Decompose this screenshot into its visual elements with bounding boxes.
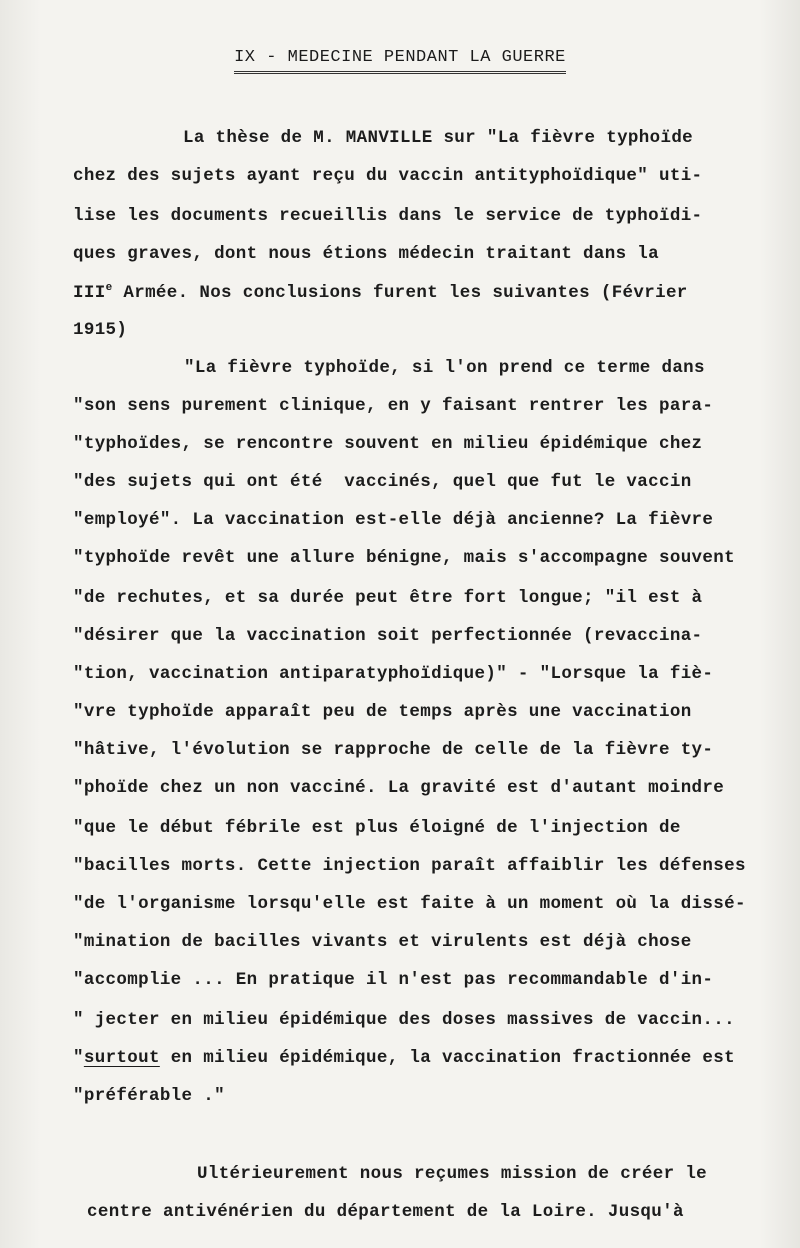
quote-line-3: "typhoïdes, se rencontre souvent en milieu épidémique chez <box>73 434 703 454</box>
quote-line-10: "vre typhoïde apparaît peu de temps après une vaccination <box>73 702 692 722</box>
quote-line-1: "La fièvre typhoïde, si l'on prend ce terme dans <box>184 358 705 378</box>
paragraph-1-line-5 <box>73 282 688 303</box>
quote-line-17: "accomplie ... En pratique il n'est pas recommandable d'in- <box>73 970 714 990</box>
page-title: IX - MEDECINE PENDANT LA GUERRE <box>234 48 566 74</box>
quote-line-12: "phoïde chez un non vacciné. La gravité est d'autant moindre <box>73 778 725 798</box>
heading-wrap <box>0 48 800 74</box>
underlined-word: surtout <box>83 1048 160 1068</box>
quote-line-19 <box>73 1048 735 1068</box>
quote-line-13: "que le début fébrile est plus éloigné de l'injection de <box>73 818 681 838</box>
paragraph-1-line-1: La thèse de M. MANVILLE sur "La fièvre typhoïde <box>183 128 694 148</box>
army-number-superscript: e <box>105 282 113 294</box>
paragraph-2-line-2: centre antivénérien du département de la Loire. Jusqu'à <box>87 1202 684 1222</box>
quote-line-16: "mination de bacilles vivants et virulents est déjà chose <box>73 932 692 952</box>
quote-line-11: "hâtive, l'évolution se rapproche de celle de la fièvre ty- <box>73 740 714 760</box>
quote-line-14: "bacilles morts. Cette injection paraît affaiblir les défenses <box>73 856 746 876</box>
quote-line-7: "de rechutes, et sa durée peut être fort longue; "il est à <box>73 588 703 608</box>
paragraph-1-line-4: ques graves, dont nous étions médecin traitant dans la <box>73 244 659 264</box>
paragraph-1-line-2: chez des sujets ayant reçu du vaccin antityphoïdique" uti- <box>73 166 703 186</box>
quote-line-19-text: en milieu épidémique, la vaccination fractionnée est <box>170 1048 735 1068</box>
quote-line-5: "employé". La vaccination est-elle déjà ancienne? La fièvre <box>73 510 714 530</box>
quote-line-15: "de l'organisme lorsqu'elle est faite à un moment où la dissé- <box>73 894 746 914</box>
army-number: III <box>73 282 106 303</box>
quote-line-20: "préférable ." <box>73 1086 225 1106</box>
paragraph-1-line-3: lise les documents recueillis dans le service de typhoïdi- <box>73 206 703 226</box>
paragraph-1-line-6: 1915) <box>73 320 128 340</box>
quote-line-19-prefix: " <box>73 1048 84 1068</box>
quote-line-2: "son sens purement clinique, en y faisant rentrer les para- <box>73 396 714 416</box>
paragraph-2-line-1: Ultérieurement nous reçumes mission de créer le <box>197 1164 708 1184</box>
quote-line-9: "tion, vaccination antiparatyphoïdique)" - "Lorsque la fiè- <box>73 664 714 684</box>
paragraph-1-line-5-text: Armée. Nos conclusions furent les suivantes (Février <box>123 282 688 303</box>
quote-line-8: "désirer que la vaccination soit perfectionnée (revaccina- <box>73 626 703 646</box>
quote-line-4: "des sujets qui ont été vaccinés, quel que fut le vaccin <box>73 472 692 492</box>
quote-line-6: "typhoïde revêt une allure bénigne, mais s'accompagne souvent <box>73 548 735 568</box>
quote-line-18: " jecter en milieu épidémique des doses massives de vaccin... <box>73 1010 735 1030</box>
